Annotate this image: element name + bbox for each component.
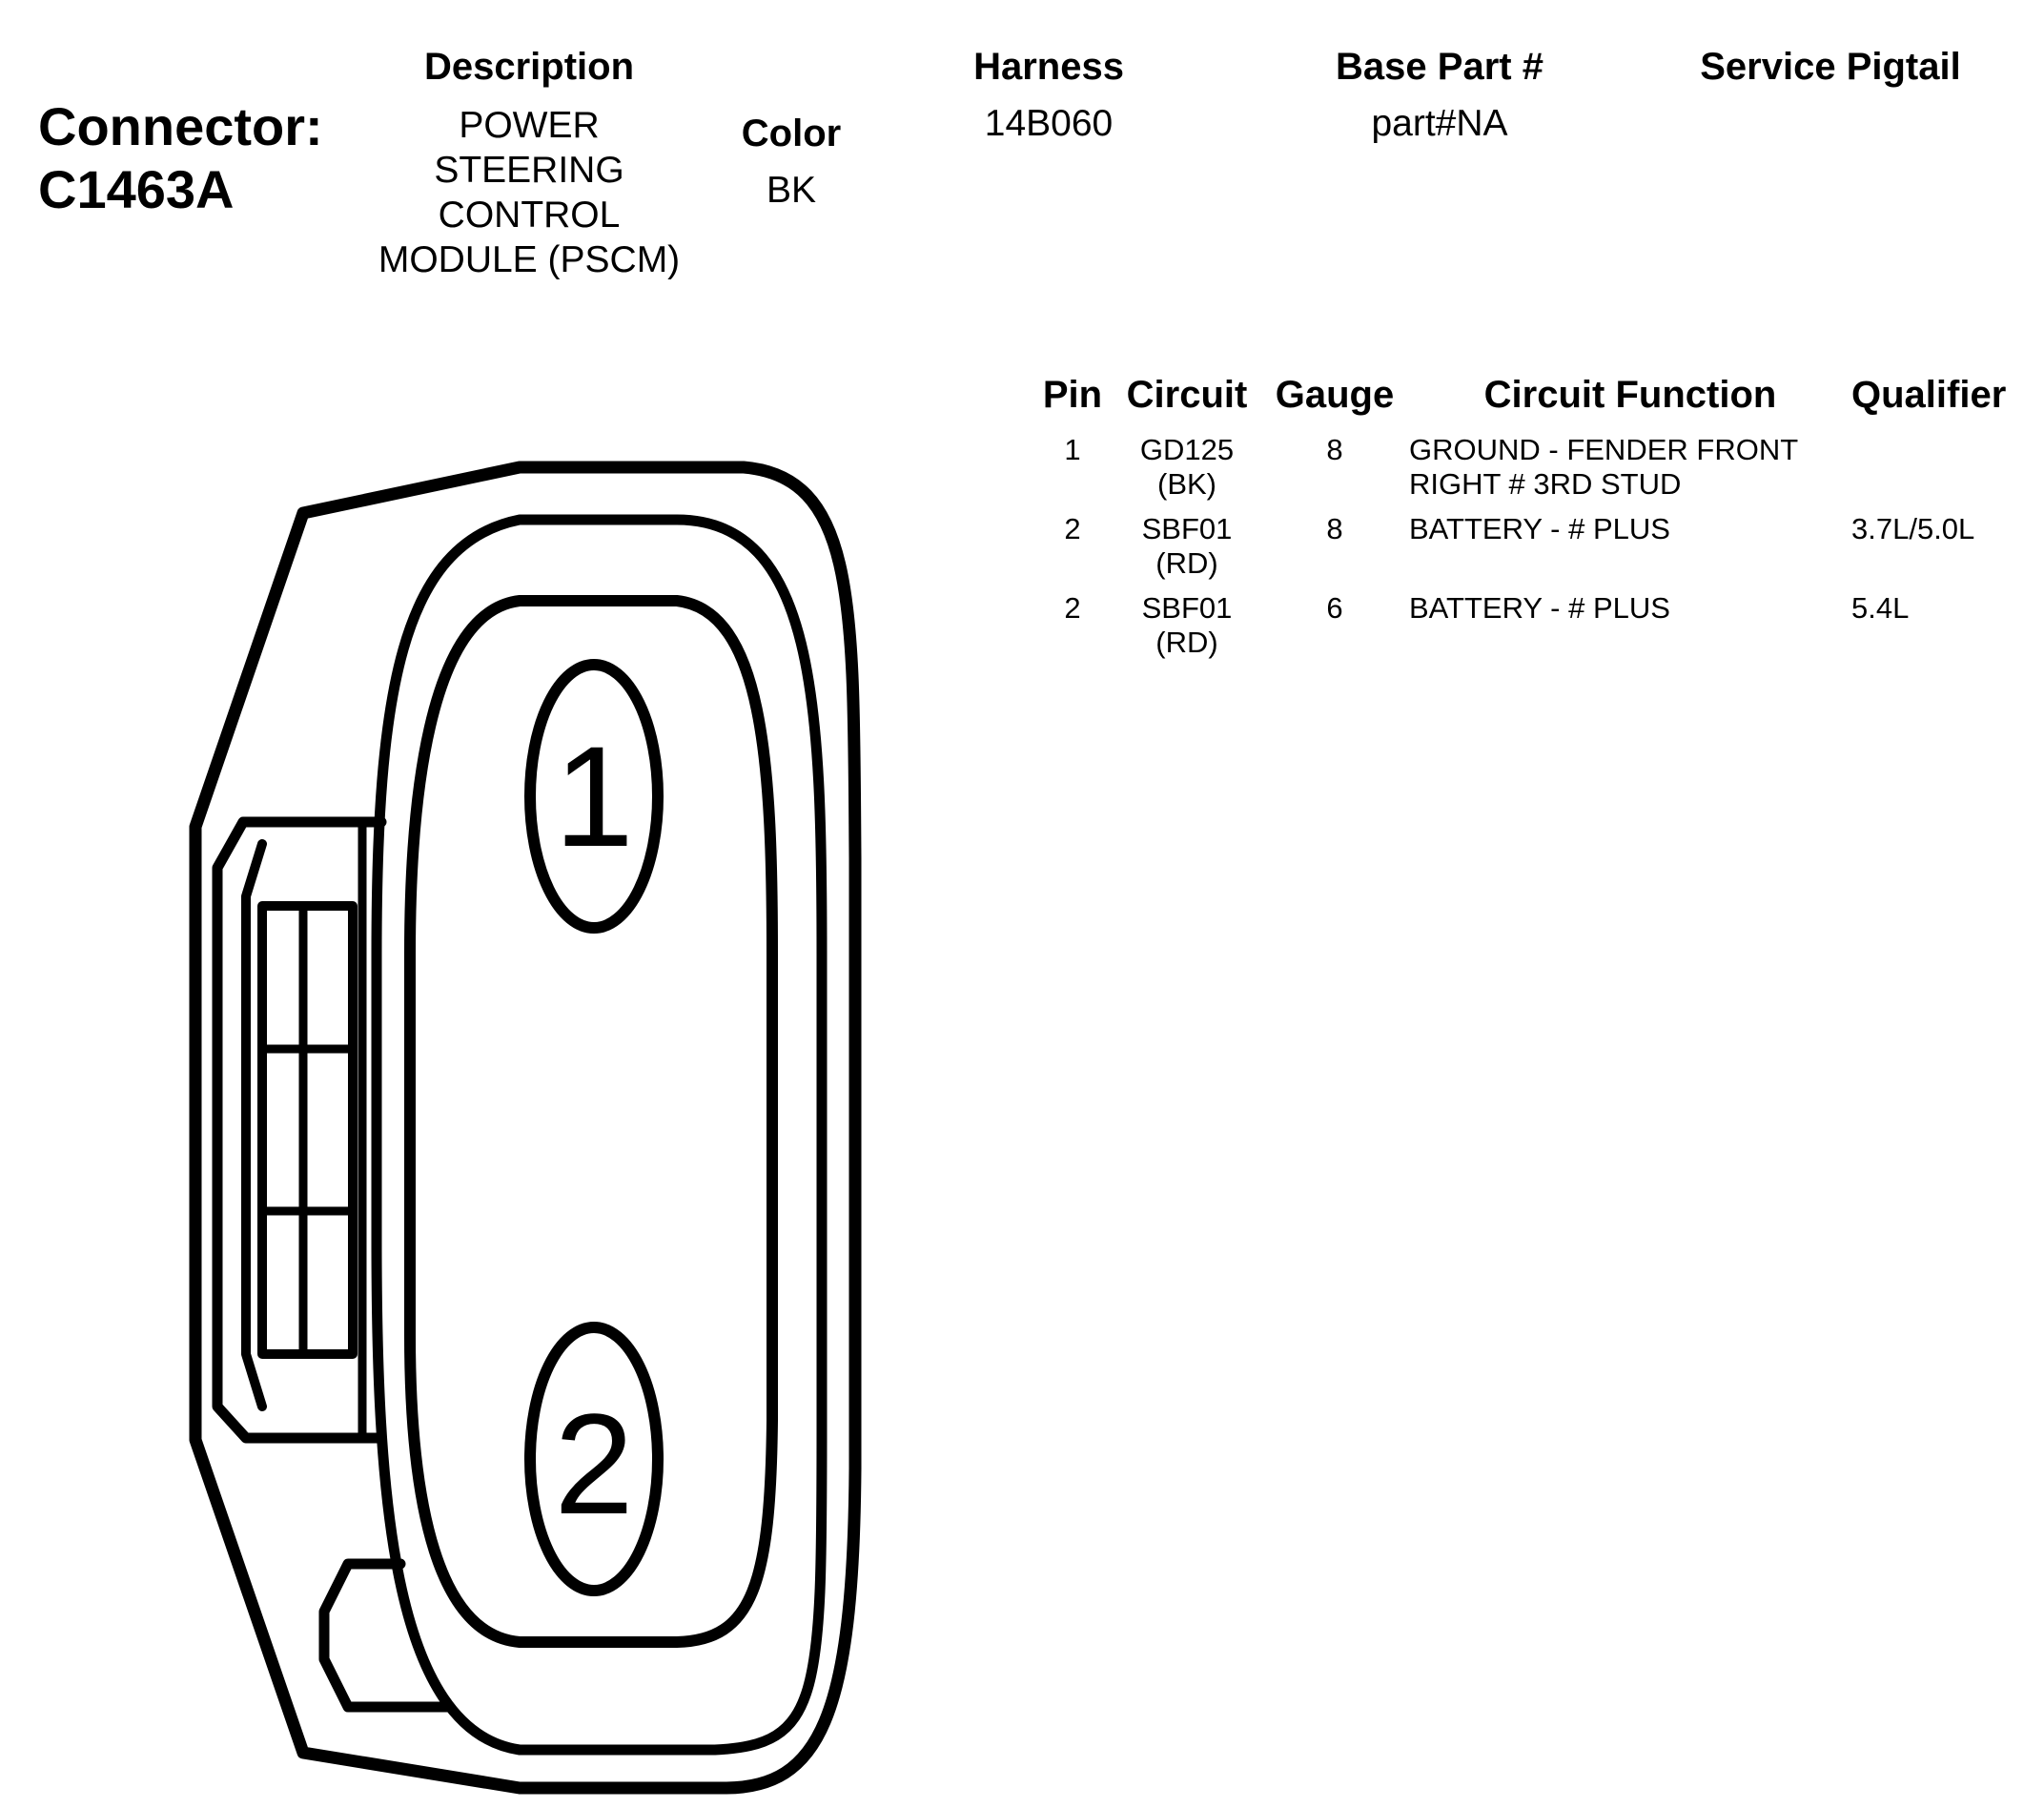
description-line: STEERING: [434, 150, 624, 191]
function-line: BATTERY - # PLUS: [1409, 512, 1670, 545]
description-label: Description: [423, 46, 635, 88]
description-line: POWER: [459, 105, 600, 146]
row-3-function: [1409, 591, 1670, 626]
function-line: GROUND - FENDER FRONT: [1409, 433, 1799, 466]
row-3-gauge: 6: [1326, 591, 1343, 625]
qualifier-header: Qualifier: [1851, 374, 2007, 416]
row-1-gauge: 8: [1326, 433, 1343, 466]
connector-label: Connector:: [38, 96, 323, 156]
row-2-pin: 2: [1064, 512, 1081, 545]
circuit-id: SBF01: [1141, 591, 1233, 625]
pin-2-label: 2: [554, 1384, 634, 1544]
row-3-qualifier: 5.4L: [1851, 591, 1910, 625]
keying-tab: [324, 1564, 448, 1707]
color-value: BK: [766, 170, 817, 211]
description-line: MODULE (PSCM): [378, 239, 681, 280]
pin-1-label: 1: [554, 716, 634, 876]
pin-header: Pin: [1042, 374, 1103, 416]
function-header: Circuit Function: [1483, 374, 1777, 416]
gauge-header: Gauge: [1275, 374, 1395, 416]
function-line: BATTERY - # PLUS: [1409, 591, 1670, 625]
circuit-color: (RD): [1155, 626, 1218, 659]
circuit-header: Circuit: [1126, 374, 1248, 416]
circuit-id: GD125: [1139, 433, 1235, 466]
base-part-value: part#NA: [1371, 103, 1508, 144]
row-3-circuit: [1115, 591, 1258, 660]
harness-value: 14B060: [984, 103, 1114, 144]
row-1-circuit: [1115, 433, 1258, 502]
row-2-qualifier: 3.7L/5.0L: [1851, 512, 1975, 545]
base-part-label: Base Part #: [1336, 46, 1543, 88]
row-2-gauge: 8: [1326, 512, 1343, 545]
connector-id: C1463A: [38, 159, 235, 219]
service-pigtail-label: Service Pigtail: [1700, 46, 1961, 88]
circuit-color: (BK): [1157, 467, 1216, 501]
row-1-pin: 1: [1064, 433, 1081, 466]
row-1-function: [1409, 433, 1798, 502]
color-label: Color: [741, 113, 842, 154]
description-line: CONTROL: [438, 195, 621, 236]
harness-label: Harness: [973, 46, 1124, 88]
row-2-circuit: [1115, 512, 1258, 581]
row-3-pin: 2: [1064, 591, 1081, 625]
function-line: RIGHT # 3RD STUD: [1409, 467, 1682, 501]
connector-diagram: [0, 0, 1011, 1808]
row-2-function: [1409, 512, 1670, 546]
circuit-id: SBF01: [1141, 512, 1233, 545]
circuit-color: (RD): [1155, 546, 1218, 580]
